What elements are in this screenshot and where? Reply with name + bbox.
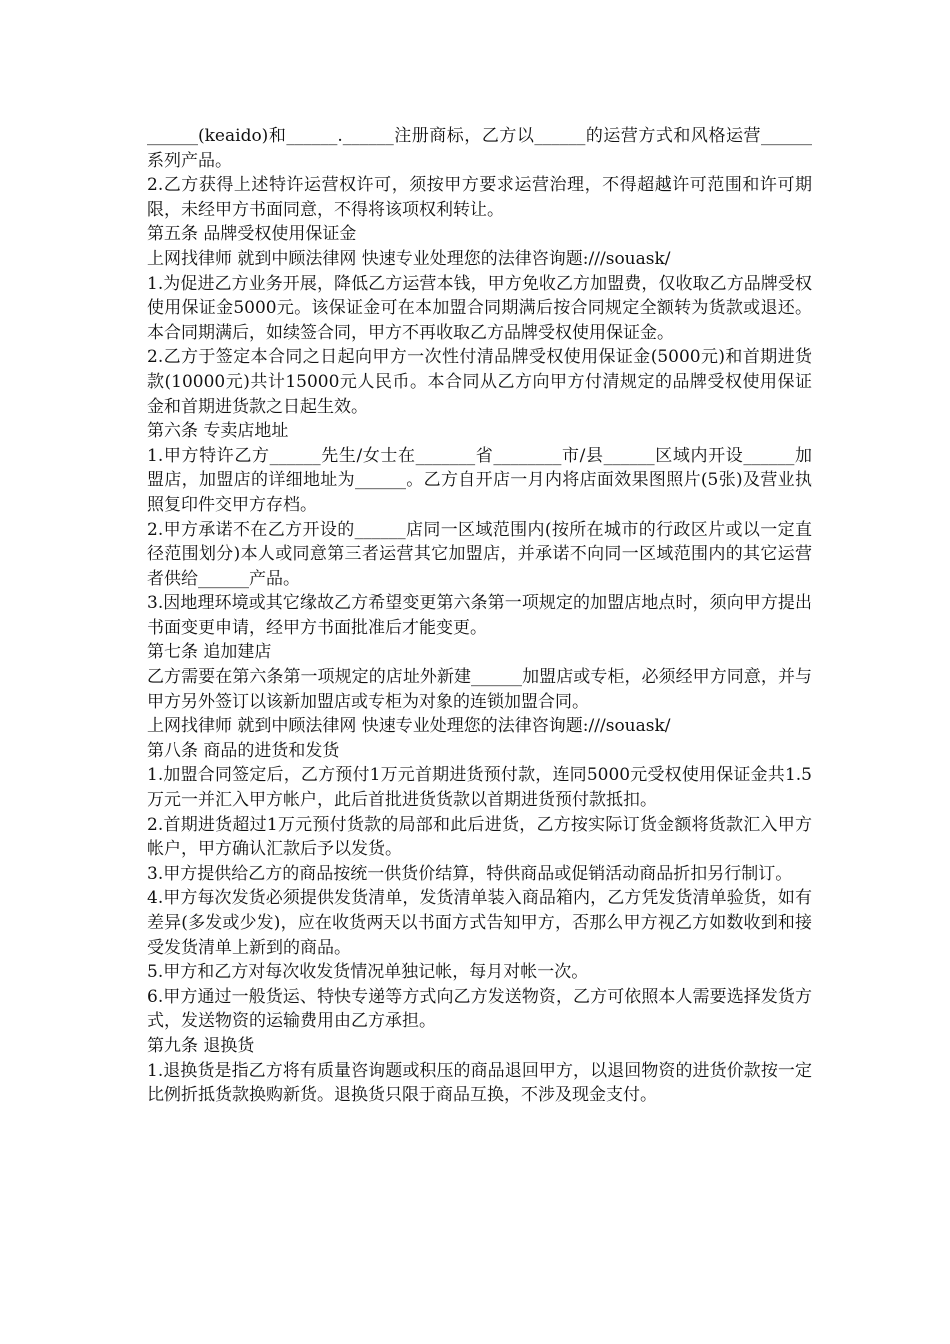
paragraph-delivery-3: 3.甲方提供给乙方的商品按统一供货价结算，特供商品或促销活动商品折扣另行制订。 [147, 863, 793, 884]
paragraph-delivery-5: 5.甲方和乙方对每次收发货情况单独记帐，每月对帐一次。 [147, 962, 589, 983]
paragraph-delivery-1: 1.加盟合同签定后，乙方预付1万元首期进货预付款，连同5000元受权使用保证金共1.5万元一并汇入甲方帐户，此后首批进货货款以首期进货预付款抵扣。 [147, 765, 812, 811]
document-body [147, 124, 812, 1108]
paragraph-delivery-6: 6.甲方通过一般货运、特快专递等方式向乙方发送物资，乙方可依照本人需要选择发货方式，发送物资的运输费用由乙方承担。 [147, 986, 812, 1032]
paragraph-trademark-clause: ______(keaido)和______.______注册商标，乙方以______的运营方式和风格运营______系列产品。 [147, 126, 812, 171]
paragraph-delivery-2: 2.首期进货超过1万元预付货款的局部和此后进货，乙方按实际订货金额将货款汇入甲方帐户，甲方确认汇款后予以发货。 [147, 814, 812, 860]
paragraph-store-address-2: 2.甲方承诺不在乙方开设的______店同一区域范围内(按所在城市的行政区片或以一定直径范围划分)本人或同意第三者运营其它加盟店，并承诺不向同一区域范围内的其它运营者供给______产品。 [147, 519, 812, 589]
paragraph-additional-store: 乙方需要在第六条第一项规定的店址外新建______加盟店或专柜，必须经甲方同意，并与甲方另外签订以该新加盟店或专柜为对象的连锁加盟合同。 [147, 667, 812, 712]
section-heading-article-7: 第七条 追加建店 [147, 642, 272, 663]
paragraph-store-address-1: 1.甲方特许乙方______先生/女士在_______省________市/县______区域内开设______加盟店，加盟店的详细地址为______。乙方自开店一月内将店面效果图照片(5张)及营业执照复印件交甲方存档。 [147, 445, 812, 515]
paragraph-deposit-2: 2.乙方于签定本合同之日起向甲方一次性付清品牌受权使用保证金(5000元)和首期进货款(10000元)共计15000元人民币。本合同从乙方向甲方付清规定的品牌受权使用保证金和首期进货款之日起生效。 [147, 347, 812, 417]
section-heading-article-5: 第五条 品牌受权使用保证金 [147, 224, 357, 245]
paragraph-deposit-1: 1.为促进乙方业务开展，降低乙方运营本钱，甲方免收乙方加盟费，仅收取乙方品牌受权使用保证金5000元。该保证金可在本加盟合同期满后按合同规定全额转为货款或退还。本合同期满后，如续签合同，甲方不再收取乙方品牌受权使用保证金。 [147, 273, 812, 343]
paragraph-delivery-4: 4.甲方每次发货必须提供发货清单，发货清单装入商品箱内，乙方凭发货清单验货，如有差异(多发或少发)，应在收货两天以书面方式告知甲方，否那么甲方视乙方如数收到和接受发货清单上新到的商品。 [147, 888, 812, 958]
section-heading-article-8: 第八条 商品的进货和发货 [147, 740, 340, 761]
paragraph-license-scope: 2.乙方获得上述特许运营权许可，须按甲方要求运营治理，不得超越许可范围和许可期限，未经甲方书面同意，不得将该项权利转让。 [147, 175, 812, 220]
section-heading-article-9: 第九条 退换货 [147, 1035, 255, 1056]
watermark-line: 上网找律师 就到中顾法律网 快速专业处理您的法律咨询题:///souask/ [147, 248, 671, 269]
section-heading-article-6: 第六条 专卖店地址 [147, 421, 289, 442]
watermark-line: 上网找律师 就到中顾法律网 快速专业处理您的法律咨询题:///souask/ [147, 716, 671, 737]
paragraph-store-address-3: 3.因地理环境或其它缘故乙方希望变更第六条第一项规定的加盟店地点时，须向甲方提出书面变更申请，经甲方书面批准后才能变更。 [147, 593, 812, 638]
paragraph-returns-1: 1.退换货是指乙方将有质量咨询题或积压的商品退回甲方，以退回物资的进货价款按一定比例折抵货款换购新货。退换货只限于商品互换，不涉及现金支付。 [147, 1060, 812, 1106]
